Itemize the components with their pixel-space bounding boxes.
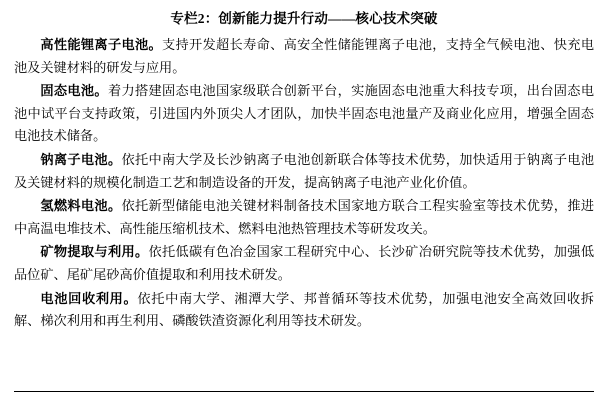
paragraph-3-text: 依托中南大学及长沙钠离子电池创新联合体等技术优势，加快适用于钠离子电池及关键材料的规模化制造工艺和制造设备的开发，提高钠离子电池产业化价值。	[14, 151, 595, 190]
paragraph-1	[14, 34, 594, 79]
paragraph-4	[14, 195, 594, 240]
paragraph-2	[14, 80, 594, 148]
paragraph-5-text: 依托低碳有色冶金国家工程研究中心、长沙矿冶研究院等技术优势，加强低品位矿、尾矿尾砂高价值提取和利用技术研发。	[14, 244, 595, 282]
paragraph-2-text: 着力搭建固态电池国家级联合创新平台，实施固态电池重大科技专项，出台固态电池中试平台支持政策，引进国内外顶尖人才团队，加快半固态电池量产及商业化应用，增强全固态电池技术储备。	[14, 83, 595, 144]
paragraph-3-lead: 钠离子电池。	[40, 151, 122, 167]
paragraph-6-text: 依托中南大学、湘潭大学、邦普循环等技术优势，加强电池安全高效回收拆解、梯次利用和再生利用、磷酸铁渣资源化利用等技术研发。	[14, 290, 594, 329]
paragraph-6	[14, 288, 594, 333]
paragraph-5-lead: 矿物提取与利用。	[40, 244, 149, 260]
page-title: 专栏2：创新能力提升行动——核心技术突破	[170, 11, 438, 26]
paragraph-1-lead: 高性能锂离子电池。	[40, 37, 162, 52]
paragraph-4-text: 依托新型储能电池关键材料制备技术国家地方联合工程实验室等技术优势，推进中高温电堆技术、高性能压缩机技术、燃料电池热管理技术等研发攻关。	[14, 198, 595, 236]
paragraph-3	[14, 149, 594, 194]
paragraph-5	[14, 241, 594, 286]
paragraph-4-lead: 氢燃料电池。	[40, 198, 122, 214]
paragraph-1-text: 支持开发超长寿命、高安全性储能锂离子电池，支持全气候电池、快充电池及关键材料的研发与应用。	[14, 37, 595, 75]
paragraph-6-lead: 电池回收利用。	[40, 290, 138, 306]
paragraph-2-lead: 固态电池。	[40, 83, 108, 99]
bottom-divider	[14, 391, 594, 392]
